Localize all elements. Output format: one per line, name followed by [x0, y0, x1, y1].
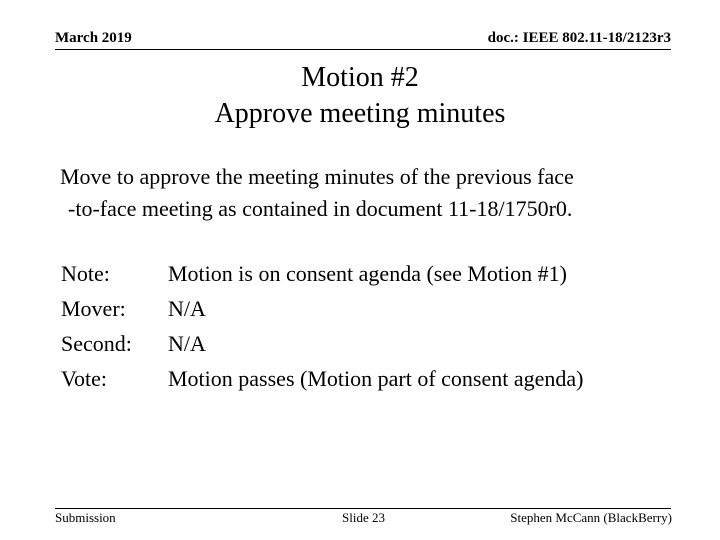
detail-value: Motion is on consent agenda (see Motion #1)	[168, 261, 567, 286]
detail-label: Note:	[61, 261, 110, 286]
footer-divider	[55, 508, 671, 509]
header-date: March 2019	[55, 30, 132, 46]
detail-value: N/A	[168, 296, 206, 321]
detail-row-vote	[61, 361, 583, 396]
detail-label: Vote:	[61, 366, 108, 391]
detail-value: N/A	[168, 331, 206, 356]
detail-value: Motion passes (Motion part of consent agenda)	[168, 366, 584, 391]
motion-text	[60, 161, 700, 225]
slide-title	[0, 60, 720, 132]
motion-text-line-2: -to-face meeting as contained in document 11-18/1750r0.	[68, 196, 573, 221]
motion-details	[61, 256, 583, 396]
detail-label: Second:	[61, 331, 132, 356]
title-line-2: Approve meeting minutes	[214, 98, 506, 129]
footer-slide-number: Slide 23	[342, 510, 385, 525]
detail-row-note	[61, 256, 583, 291]
header-divider	[55, 49, 671, 50]
header-doc-id: doc.: IEEE 802.11-18/2123r3	[487, 30, 671, 46]
footer-submission: Submission	[55, 510, 116, 525]
title-line-1: Motion #2	[301, 62, 419, 93]
detail-row-second	[61, 326, 583, 361]
detail-label: Mover:	[61, 296, 126, 321]
footer-author: Stephen McCann (BlackBerry)	[510, 510, 672, 525]
detail-row-mover	[61, 291, 583, 326]
motion-text-line-1: Move to approve the meeting minutes of the previous face	[60, 164, 574, 189]
